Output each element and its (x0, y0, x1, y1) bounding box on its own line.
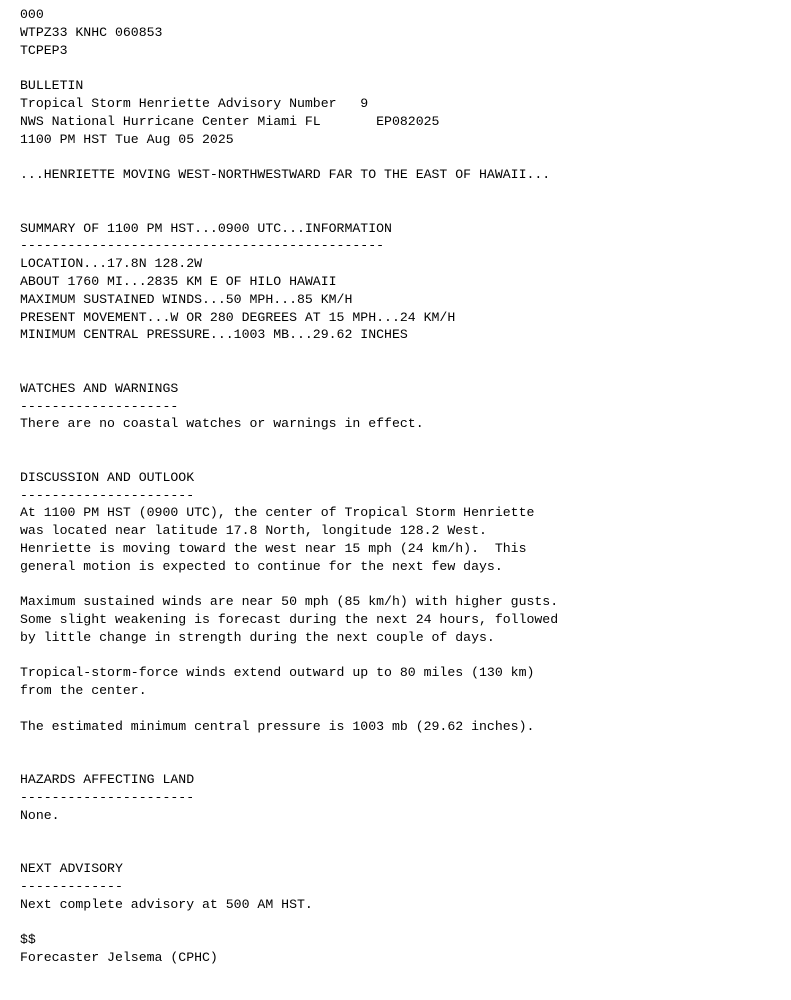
summary-distance: ABOUT 1760 MI...2835 KM E OF HILO HAWAII (20, 273, 337, 289)
wmo-header: WTPZ33 KNHC 060853 (20, 24, 163, 40)
summary-max-winds: MAXIMUM SUSTAINED WINDS...50 MPH...85 KM/H (20, 291, 353, 307)
blank-line (20, 362, 791, 380)
next-advisory-heading: NEXT ADVISORY (20, 861, 123, 877)
terminator: $$ (20, 932, 36, 948)
blank-line (20, 433, 791, 451)
discussion-line: was located near latitude 17.8 North, longitude 128.2 West. (20, 523, 487, 539)
summary-rule: ---------------------------------------------- (20, 238, 385, 254)
awips-id: TCPEP3 (20, 42, 68, 58)
blank-line (20, 842, 791, 860)
discussion-line: At 1100 PM HST (0900 UTC), the center of Tropical Storm Henriette (20, 505, 535, 521)
header-code: 000 (20, 7, 44, 22)
hazards-text: None. (20, 807, 60, 823)
next-advisory-text: Next complete advisory at 500 AM HST. (20, 896, 313, 912)
discussion-line: Some slight weakening is forecast during the next 24 hours, followed (20, 612, 559, 628)
issuing-office: NWS National Hurricane Center Miami FL EP082025 (20, 113, 440, 129)
summary-pressure: MINIMUM CENTRAL PRESSURE...1003 MB...29.62 INCHES (20, 327, 408, 343)
discussion-line: by little change in strength during the next couple of days. (20, 629, 495, 645)
blank-line (20, 736, 791, 754)
blank-line (20, 576, 791, 594)
summary-movement: PRESENT MOVEMENT...W OR 280 DEGREES AT 15 MPH...24 KM/H (20, 309, 456, 325)
discussion-line: The estimated minimum central pressure is 1003 mb (29.62 inches). (20, 718, 535, 734)
blank-line (20, 914, 791, 932)
summary-heading: SUMMARY OF 1100 PM HST...0900 UTC...INFORMATION (20, 220, 392, 236)
watches-text: There are no coastal watches or warnings in effect. (20, 416, 424, 432)
discussion-line: Maximum sustained winds are near 50 mph (85 km/h) with higher gusts. (20, 594, 559, 610)
blank-line (20, 344, 791, 362)
discussion-line: Tropical-storm-force winds extend outward up to 80 miles (130 km) (20, 665, 535, 681)
headline: ...HENRIETTE MOVING WEST-NORTHWESTWARD FAR TO THE EAST OF HAWAII... (20, 167, 551, 183)
blank-line (20, 202, 791, 220)
blank-line (20, 647, 791, 665)
summary-location: LOCATION...17.8N 128.2W (20, 256, 203, 272)
blank-line (20, 753, 791, 771)
next-advisory-rule: ------------- (20, 879, 123, 895)
hazards-rule: ---------------------- (20, 790, 195, 806)
discussion-line: from the center. (20, 683, 147, 699)
advisory-text (20, 6, 791, 967)
watches-heading: WATCHES AND WARNINGS (20, 380, 179, 396)
blank-line (20, 700, 791, 718)
blank-line (20, 59, 791, 77)
discussion-line: general motion is expected to continue for the next few days. (20, 558, 503, 574)
advisory-title: Tropical Storm Henriette Advisory Number 9 (20, 95, 369, 111)
discussion-heading: DISCUSSION AND OUTLOOK (20, 469, 195, 485)
discussion-rule: ---------------------- (20, 487, 195, 503)
blank-line (20, 148, 791, 166)
forecaster: Forecaster Jelsema (CPHC) (20, 950, 218, 966)
hazards-heading: HAZARDS AFFECTING LAND (20, 772, 195, 788)
blank-line (20, 451, 791, 469)
discussion-line: Henriette is moving toward the west near 15 mph (24 km/h). This (20, 540, 527, 556)
blank-line (20, 184, 791, 202)
blank-line (20, 825, 791, 843)
bulletin-label: BULLETIN (20, 78, 84, 94)
issue-time: 1100 PM HST Tue Aug 05 2025 (20, 131, 234, 147)
watches-rule: -------------------- (20, 398, 179, 414)
